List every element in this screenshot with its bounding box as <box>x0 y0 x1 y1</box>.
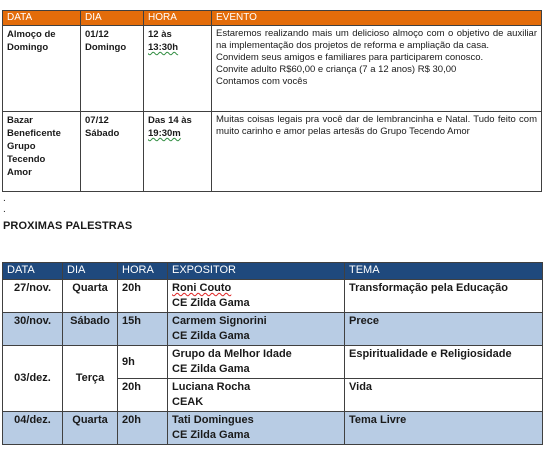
event-description-cell <box>212 112 542 192</box>
lecture-hora: 9h <box>118 346 168 379</box>
event-dia-line: 01/12 <box>85 29 109 40</box>
lecture-expositor-name: Roni Couto <box>172 282 232 294</box>
event-description-text: Estaremos realizando mais um delicioso almoço com o objetivo de auxiliar na implementação dos projetos de reforma e ampliação da casa. <box>216 28 537 51</box>
event-dia-cell <box>81 26 144 112</box>
event-description-text: Muitas coisas legais pra você dar de lembrancinha e Natal. Tudo feito com muito carinho e amor pelas artesãs do Grupo Tecendo Amor <box>216 114 537 137</box>
lecture-expositor-org: CE Zilda Gama <box>172 363 250 375</box>
event-hora-line: Das 14 às <box>148 115 192 126</box>
event-hora-line: 19:30m <box>148 128 181 139</box>
event-dia-line: Domingo <box>85 42 127 53</box>
lecture-hora: 15h <box>118 313 168 346</box>
lecture-expositor <box>168 412 345 445</box>
event-row <box>3 112 542 192</box>
event-description-text: Convidem seus amigos e familiares para participarem conosco. <box>216 52 484 63</box>
lecture-expositor-org: CEAK <box>172 396 204 408</box>
event-dia-line: Sábado <box>85 128 120 139</box>
event-row <box>3 26 542 112</box>
lecture-dia: Quarta <box>63 412 118 445</box>
lecture-tema: Tema Livre <box>345 412 543 445</box>
events-table <box>2 10 542 192</box>
lecture-expositor <box>168 379 345 412</box>
event-hora-cell <box>144 112 212 192</box>
lecture-expositor-name: Grupo da Melhor Idade <box>172 348 292 360</box>
lectures-header-expositor: EXPOSITOR <box>168 263 345 280</box>
lecture-expositor-name: Luciana Rocha <box>172 381 251 393</box>
lecture-row <box>3 412 543 445</box>
events-header-hora: HORA <box>144 11 212 26</box>
event-dia-cell <box>81 112 144 192</box>
lecture-expositor-name: Tati Domingues <box>172 414 254 426</box>
lectures-header-hora: HORA <box>118 263 168 280</box>
lecture-hora: 20h <box>118 280 168 313</box>
lecture-dia: Quarta <box>63 280 118 313</box>
lecture-expositor-org: CE Zilda Gama <box>172 330 250 342</box>
events-header-dia: DIA <box>81 11 144 26</box>
lecture-data: 30/nov. <box>3 313 63 346</box>
lecture-tema: Vida <box>345 379 543 412</box>
lecture-expositor-org: CE Zilda Gama <box>172 429 250 441</box>
event-hora-line: 13:30h <box>148 42 179 53</box>
lecture-row <box>3 346 543 379</box>
events-header-data: DATA <box>3 11 81 26</box>
lecture-expositor <box>168 313 345 346</box>
events-header-row <box>3 11 542 26</box>
lecture-expositor-org: CE Zilda Gama <box>172 297 250 309</box>
lecture-dia: Terça <box>63 346 118 412</box>
events-header-evento: EVENTO <box>212 11 542 26</box>
lecture-hora: 20h <box>118 412 168 445</box>
lecture-data: 27/nov. <box>3 280 63 313</box>
stray-dot: . <box>3 204 6 215</box>
section-title: PROXIMAS PALESTRAS <box>3 220 133 232</box>
event-description-cell <box>212 26 542 112</box>
event-data-line: Amor <box>7 167 32 178</box>
lecture-expositor <box>168 280 345 313</box>
lecture-dia: Sábado <box>63 313 118 346</box>
lecture-tema: Espiritualidade e Religiosidade <box>345 346 543 379</box>
lectures-header-row <box>3 263 543 280</box>
lecture-tema: Transformação pela Educação <box>345 280 543 313</box>
event-data-line: Beneficente <box>7 128 61 139</box>
lecture-expositor-name: Carmem Signorini <box>172 315 267 327</box>
lecture-tema: Prece <box>345 313 543 346</box>
event-data-line: Domingo <box>7 42 49 53</box>
lecture-data: 03/dez. <box>3 346 63 412</box>
lecture-row <box>3 280 543 313</box>
event-data-line: Bazar <box>7 115 33 126</box>
event-description-text: Convite adulto R$60,00 e criança (7 a 12 anos) R$ 30,00 <box>216 64 457 75</box>
lecture-data: 04/dez. <box>3 412 63 445</box>
event-description-text: Contamos com vocês <box>216 76 308 87</box>
event-data-cell <box>3 26 81 112</box>
event-hora-line: 12 às <box>148 29 172 40</box>
event-hora-cell <box>144 26 212 112</box>
lecture-row <box>3 313 543 346</box>
lectures-header-tema: TEMA <box>345 263 543 280</box>
lecture-expositor <box>168 346 345 379</box>
stray-dot: . <box>3 193 6 204</box>
lecture-hora: 20h <box>118 379 168 412</box>
lectures-table <box>2 262 543 445</box>
event-data-line: Grupo <box>7 141 36 152</box>
event-dia-line: 07/12 <box>85 115 109 126</box>
lectures-header-dia: DIA <box>63 263 118 280</box>
event-data-line: Almoço de <box>7 29 56 40</box>
lectures-header-data: DATA <box>3 263 63 280</box>
event-data-line: Tecendo <box>7 154 46 165</box>
event-data-cell <box>3 112 81 192</box>
